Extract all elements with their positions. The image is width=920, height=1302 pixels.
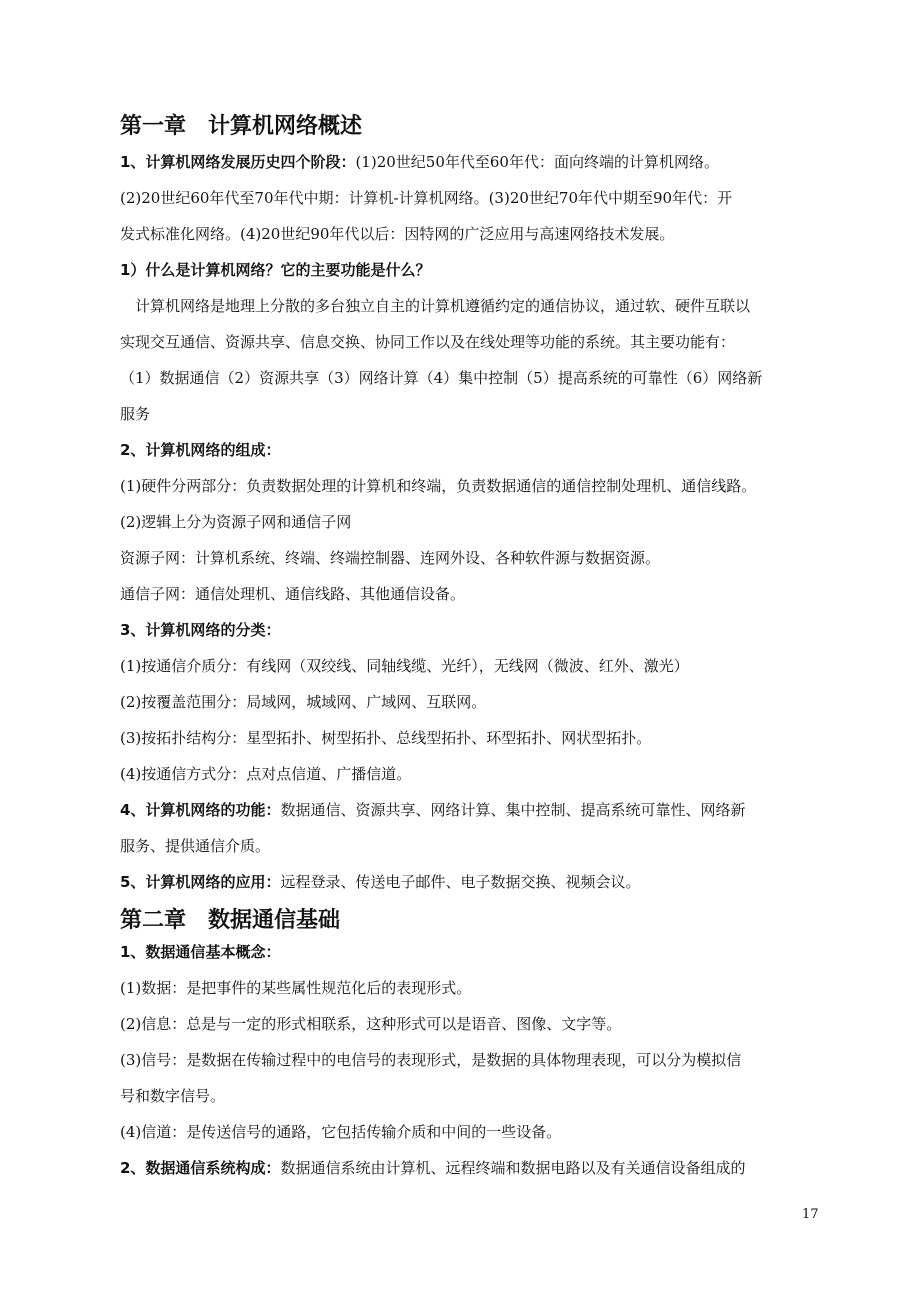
- line-text: (3)信号：是数据在传输过程中的电信号的表现形式，是数据的具体物理表现，可以分为模拟信: [120, 1051, 742, 1069]
- line-text: (2)信息：总是与一定的形式相联系，这种形式可以是语音、图像、文字等。: [120, 1015, 622, 1033]
- text-line: [120, 296, 750, 316]
- line-text: (2)20世纪60年代至70年代中期：计算机-计算机网络。(3)20世纪70年代中期至90年代：开: [120, 189, 733, 207]
- text-line: [120, 476, 756, 496]
- text-line: [120, 1122, 561, 1142]
- line-text: 计算机网络是地理上分散的多台独立自主的计算机遵循约定的通信协议，通过软、硬件互联以: [120, 297, 751, 315]
- text-line: [120, 1086, 225, 1106]
- text-line: [120, 692, 486, 712]
- line-text: (1)数据：是把事件的某些属性规范化后的表现形式。: [120, 979, 472, 997]
- bold-label: 5、计算机网络的应用：: [120, 873, 281, 891]
- line-text: (1)硬件分两部分：负责数据处理的计算机和终端，负责数据通信的通信控制处理机、通信线路。: [120, 477, 757, 495]
- text-line: [120, 1014, 621, 1034]
- line-text: 数据通信、资源共享、网络计算、集中控制、提高系统可靠性、网络新: [280, 801, 746, 819]
- page-number: 17: [802, 1207, 819, 1222]
- text-line: [120, 368, 762, 388]
- section-line: [120, 620, 280, 640]
- bold-label: 4、计算机网络的功能：: [120, 801, 281, 819]
- line-text: (3)按拓扑结构分：星型拓扑、树型拓扑、总线型拓扑、环型拓扑、网状型拓扑。: [120, 729, 652, 747]
- line-text: 通信子网：通信处理机、通信线路、其他通信设备。: [120, 585, 466, 603]
- text-line: [120, 1050, 741, 1070]
- bold-label: 3、计算机网络的分类：: [120, 621, 281, 639]
- text-line: [120, 836, 270, 856]
- section-line: [120, 872, 640, 892]
- line-text: 实现交互通信、资源共享、信息交换、协同工作以及在线处理等功能的系统。其主要功能有：: [120, 333, 736, 351]
- line-text: 资源子网：计算机系统、终端、终端控制器、连网外设、各种软件源与数据资源。: [120, 549, 661, 567]
- bold-label: 1、计算机网络发展历史四个阶段：: [120, 153, 356, 171]
- section-line: [120, 440, 280, 460]
- section-line: [120, 260, 430, 280]
- bold-label: 2、数据通信系统构成：: [120, 1159, 281, 1177]
- line-text: 发式标准化网络。(4)20世纪90年代以后：因特网的广泛应用与高速网络技术发展。: [120, 225, 675, 243]
- line-text: (4)按通信方式分：点对点信道、广播信道。: [120, 765, 412, 783]
- line-text: 远程登录、传送电子邮件、电子数据交换、视频会议。: [280, 873, 641, 891]
- text-line: [120, 224, 674, 244]
- text-line: [120, 512, 351, 532]
- text-line: [120, 728, 651, 748]
- line-text: （1）数据通信（2）资源共享（3）网络计算（4）集中控制（5）提高系统的可靠性（6）网络新: [120, 369, 763, 387]
- text-line: [120, 404, 150, 424]
- line-text: (1)按通信介质分：有线网（双绞线、同轴线缆、光纤），无线网（微波、红外、激光）: [120, 657, 689, 675]
- text-line: [120, 764, 411, 784]
- line-text: 号和数字信号。: [120, 1087, 226, 1105]
- text-line: [120, 978, 471, 998]
- bold-label: 1、数据通信基本概念：: [120, 943, 281, 961]
- text-line: [120, 656, 689, 676]
- line-text: 数据通信系统由计算机、远程终端和数据电路以及有关通信设备组成的: [280, 1159, 746, 1177]
- line-text: (2)按覆盖范围分：局域网，城域网、广域网、互联网。: [120, 693, 487, 711]
- text-line: [120, 332, 735, 352]
- chapter-heading: 第二章 数据通信基础: [120, 908, 341, 933]
- section-line: [120, 152, 719, 172]
- chapter-heading: 第一章 计算机网络概述: [120, 114, 363, 139]
- section-line: [120, 1158, 745, 1178]
- section-line: [120, 942, 280, 962]
- text-line: [120, 188, 732, 208]
- line-text: (2)逻辑上分为资源子网和通信子网: [120, 513, 352, 531]
- line-text: (1)20世纪50年代至60年代：面向终端的计算机网络。: [355, 153, 719, 171]
- text-line: [120, 584, 465, 604]
- line-text: 服务: [120, 405, 151, 423]
- line-text: (4)信道：是传送信号的通路，它包括传输介质和中间的一些设备。: [120, 1123, 562, 1141]
- line-text: 服务、提供通信介质。: [120, 837, 271, 855]
- section-line: [120, 800, 745, 820]
- bold-label: 1）什么是计算机网络？它的主要功能是什么？: [120, 261, 431, 279]
- bold-label: 2、计算机网络的组成：: [120, 441, 281, 459]
- text-line: [120, 548, 660, 568]
